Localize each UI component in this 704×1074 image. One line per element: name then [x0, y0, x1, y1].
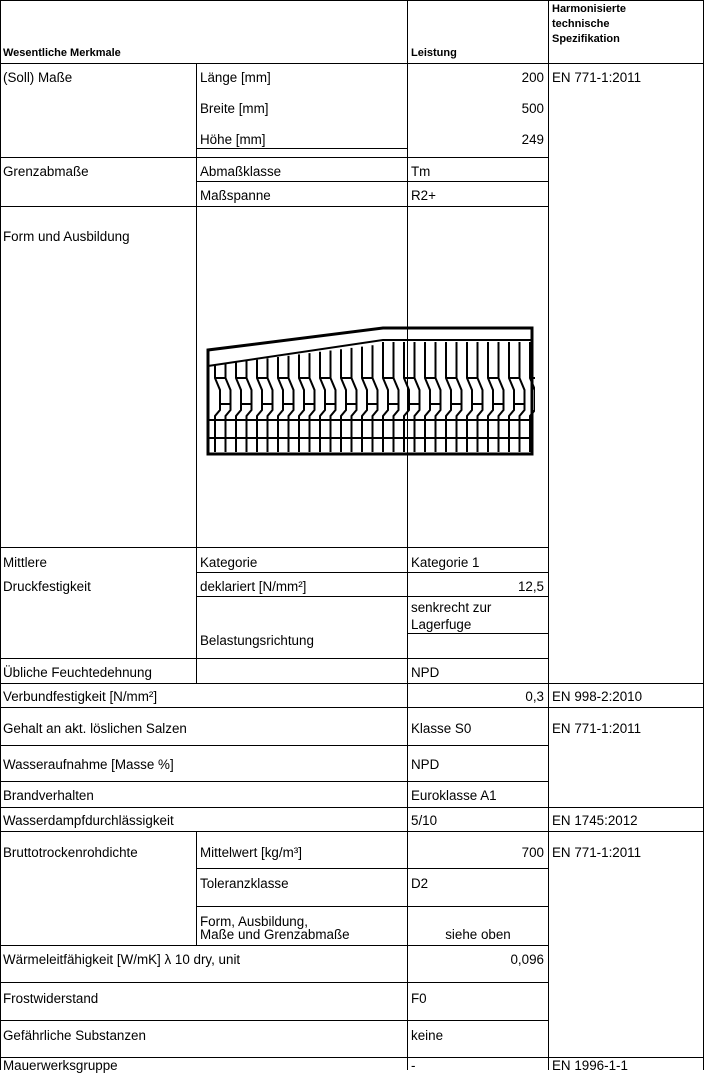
underline	[196, 148, 408, 149]
label-rohdichte: Bruttotrockenrohdichte	[3, 845, 138, 860]
header-spec-line1: Harmonisierte	[552, 3, 626, 15]
value-abmassklasse: Tm	[411, 164, 431, 179]
label-brandverhalten: Brandverhalten	[3, 788, 94, 803]
value-breite: 500	[521, 101, 544, 116]
value-hoehe: 249	[521, 132, 544, 147]
label-druckfestigkeit: Druckfestigkeit	[3, 579, 91, 594]
grid-line	[0, 683, 704, 684]
grid-line	[0, 547, 548, 548]
label-soll-masse: (Soll) Maße	[3, 70, 73, 85]
grid-line	[196, 596, 548, 597]
header-spec-line3: Spezifikation	[552, 33, 620, 45]
value-gefaehrliche-substanzen: keine	[411, 1028, 444, 1043]
value-siehe-oben: siehe oben	[445, 927, 511, 942]
sub-kategorie: Kategorie	[200, 555, 258, 570]
grid-line	[196, 831, 197, 945]
sub-deklariert: deklariert [N/mm²]	[200, 579, 307, 594]
value-wasseraufnahme: NPD	[411, 757, 440, 772]
header-merkmale: Wesentliche Merkmale	[3, 47, 121, 59]
label-verbundfestigkeit: Verbundfestigkeit [N/mm²]	[3, 689, 158, 704]
grid-line	[407, 0, 408, 1070]
value-massspanne: R2+	[411, 188, 436, 203]
grid-line	[0, 63, 704, 64]
underline	[196, 906, 548, 907]
grid-line	[0, 781, 548, 782]
brick-cross-section-drawing	[205, 320, 535, 460]
label-waermeleitfaehigkeit: Wärmeleitfähigkeit [W/mK] λ 10 dry, unit	[3, 952, 241, 967]
grid-line	[0, 1020, 548, 1021]
grid-line	[196, 63, 197, 683]
label-mauerwerksgruppe: Mauerwerksgruppe	[3, 1058, 118, 1073]
label-grenzabmasse: Grenzabmaße	[3, 164, 89, 179]
sub-laenge: Länge [mm]	[200, 70, 271, 85]
grid-line	[0, 658, 548, 659]
value-belastung-line2: Lagerfuge	[411, 617, 472, 632]
grid-line	[0, 945, 548, 946]
value-laenge: 200	[521, 70, 544, 85]
spec-en998-2: EN 998-2:2010	[552, 689, 643, 704]
label-frostwiderstand: Frostwiderstand	[3, 991, 99, 1006]
sub-breite: Breite [mm]	[200, 101, 269, 116]
grid-line	[0, 0, 704, 1]
value-belastung-line1: senkrecht zur	[411, 600, 492, 615]
header-leistung: Leistung	[411, 47, 457, 59]
grid-line	[0, 157, 548, 158]
grid-line	[548, 0, 549, 1070]
sub-massspanne: Maßspanne	[200, 188, 271, 203]
value-deklariert: 12,5	[517, 579, 544, 594]
label-wasserdampf: Wasserdampfdurchlässigkeit	[3, 813, 174, 828]
value-mauerwerksgruppe: -	[411, 1058, 416, 1073]
sub-toleranzklasse: Toleranzklasse	[200, 876, 289, 891]
value-toleranzklasse: D2	[411, 876, 429, 891]
value-wasserdampf: 5/10	[411, 813, 438, 828]
grid-line	[0, 206, 548, 207]
grid-line	[0, 982, 548, 983]
sub-abmassklasse: Abmaßklasse	[200, 164, 282, 179]
header-spec-line2: technische	[552, 18, 610, 30]
value-brandverhalten: Euroklasse A1	[411, 788, 497, 803]
spec-en771-1: EN 771-1:2011	[552, 70, 642, 85]
label-mittlere: Mittlere	[3, 555, 47, 570]
grid-line	[0, 831, 704, 832]
label-form-ausbildung: Form und Ausbildung	[3, 229, 130, 244]
spec-en771-1-salze: EN 771-1:2011	[552, 721, 642, 736]
label-wasseraufnahme: Wasseraufnahme [Masse %]	[3, 757, 174, 772]
sub-form-ausbildung: Form, Ausbildung,	[200, 914, 308, 929]
spec-en1996-1-1: EN 1996-1-1	[552, 1058, 628, 1073]
value-kategorie: Kategorie 1	[411, 555, 480, 570]
grid-line	[196, 572, 548, 573]
grid-line	[196, 181, 548, 182]
value-frostwiderstand: F0	[411, 991, 427, 1006]
sub-belastungsrichtung: Belastungsrichtung	[200, 633, 314, 648]
sub-mittelwert: Mittelwert [kg/m³]	[200, 845, 302, 860]
grid-line	[0, 707, 704, 708]
value-feuchtedehnung: NPD	[411, 665, 440, 680]
value-loesliche-salze: Klasse S0	[411, 721, 472, 736]
grid-line	[0, 745, 548, 746]
label-feuchtedehnung: Übliche Feuchtedehnung	[3, 665, 152, 680]
value-mittelwert: 700	[521, 845, 544, 860]
underline	[407, 633, 548, 634]
grid-line	[196, 868, 548, 869]
grid-line	[0, 0, 1, 1070]
label-loesliche-salze: Gehalt an akt. löslichen Salzen	[3, 721, 187, 736]
value-verbundfestigkeit: 0,3	[525, 689, 544, 704]
sub-hoehe: Höhe [mm]	[200, 132, 266, 147]
sub-masse-grenzabmasse: Maße und Grenzabmaße	[200, 927, 350, 942]
spec-en771-1-dichte: EN 771-1:2011	[552, 845, 642, 860]
label-gefaehrliche-substanzen: Gefährliche Substanzen	[3, 1028, 146, 1043]
value-waermeleitfaehigkeit: 0,096	[510, 952, 544, 967]
grid-line	[0, 807, 704, 808]
spec-en1745: EN 1745:2012	[552, 813, 638, 828]
